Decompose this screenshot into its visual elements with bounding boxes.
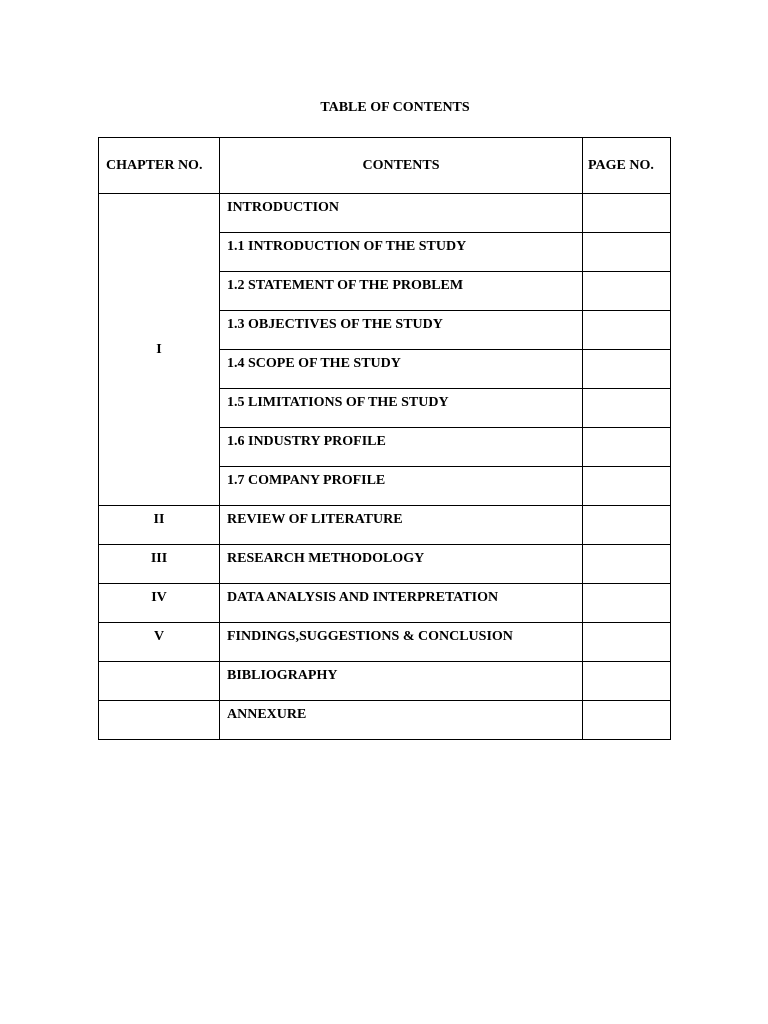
table-row <box>99 701 671 740</box>
chapter-number-cell <box>99 701 220 740</box>
contents-cell: 1.6 INDUSTRY PROFILE <box>220 428 583 467</box>
chapter-number-cell: IV <box>99 584 220 623</box>
chapter-number-cell: V <box>99 623 220 662</box>
page-number-cell <box>583 467 671 506</box>
contents-cell: 1.7 COMPANY PROFILE <box>220 467 583 506</box>
table-row <box>99 623 671 662</box>
table-row <box>99 545 671 584</box>
contents-cell: 1.3 OBJECTIVES OF THE STUDY <box>220 311 583 350</box>
table-of-contents <box>98 137 671 740</box>
page-number-cell <box>583 428 671 467</box>
page-number-cell <box>583 350 671 389</box>
chapter-number-cell: II <box>99 506 220 545</box>
chapter-number-cell: I <box>99 194 220 506</box>
page-number-cell <box>583 233 671 272</box>
page-number-cell <box>583 389 671 428</box>
table-header-row <box>99 138 671 194</box>
header-contents: CONTENTS <box>220 138 583 194</box>
contents-cell: DATA ANALYSIS AND INTERPRETATION <box>220 584 583 623</box>
contents-cell: 1.5 LIMITATIONS OF THE STUDY <box>220 389 583 428</box>
contents-cell: REVIEW OF LITERATURE <box>220 506 583 545</box>
contents-cell: 1.1 INTRODUCTION OF THE STUDY <box>220 233 583 272</box>
chapter-number-cell <box>99 662 220 701</box>
table-row <box>99 662 671 701</box>
page-number-cell <box>583 701 671 740</box>
table-row <box>99 506 671 545</box>
header-chapter-no: CHAPTER NO. <box>99 138 220 194</box>
page-number-cell <box>583 272 671 311</box>
contents-cell: ANNEXURE <box>220 701 583 740</box>
contents-cell: INTRODUCTION <box>220 194 583 233</box>
page-number-cell <box>583 584 671 623</box>
chapter-number-cell: III <box>99 545 220 584</box>
page-number-cell <box>583 623 671 662</box>
page-number-cell <box>583 545 671 584</box>
page-number-cell <box>583 311 671 350</box>
contents-cell: 1.4 SCOPE OF THE STUDY <box>220 350 583 389</box>
table-row <box>99 194 671 233</box>
header-page-no: PAGE NO. <box>583 138 671 194</box>
contents-cell: FINDINGS,SUGGESTIONS & CONCLUSION <box>220 623 583 662</box>
contents-cell: 1.2 STATEMENT OF THE PROBLEM <box>220 272 583 311</box>
contents-cell: BIBLIOGRAPHY <box>220 662 583 701</box>
page-title: TABLE OF CONTENTS <box>320 100 470 115</box>
page-number-cell <box>583 506 671 545</box>
page-number-cell <box>583 662 671 701</box>
contents-cell: RESEARCH METHODOLOGY <box>220 545 583 584</box>
table-row <box>99 584 671 623</box>
page-number-cell <box>583 194 671 233</box>
